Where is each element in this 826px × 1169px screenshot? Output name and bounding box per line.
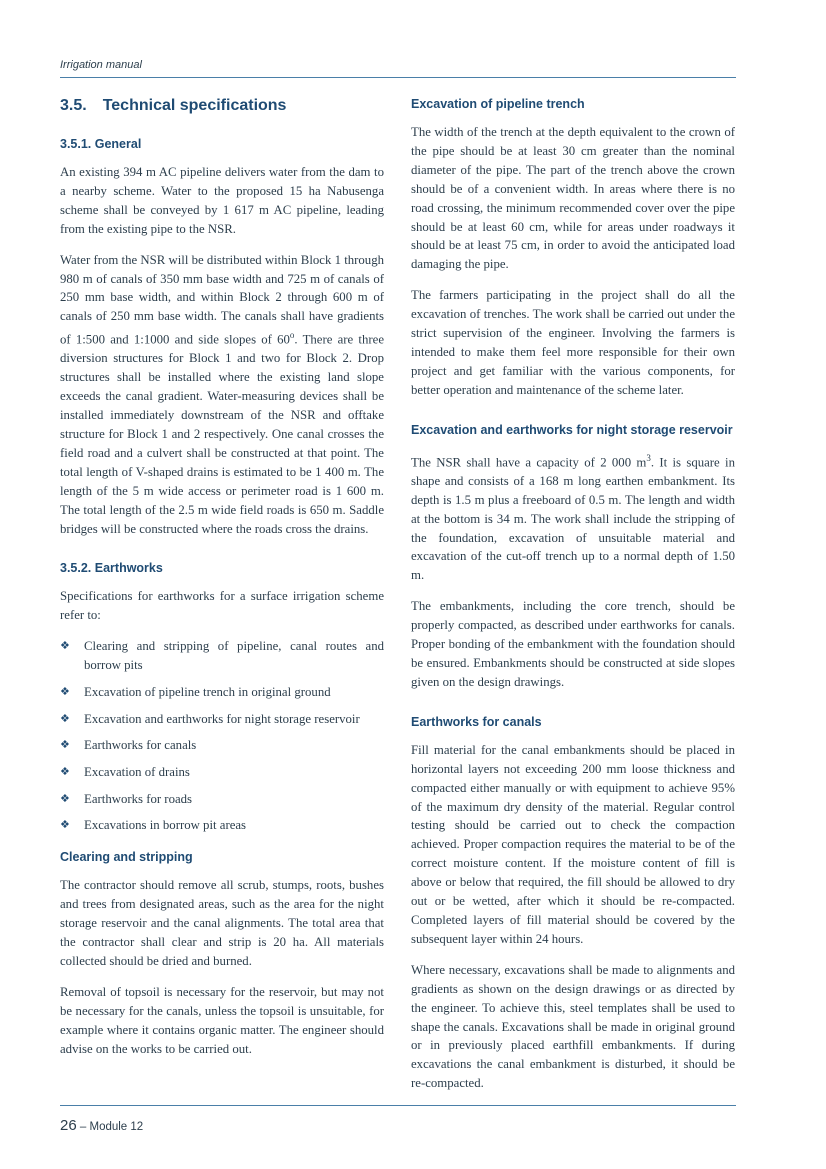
nsr-p1-text-b: . It is square in shape and consists of a 168 m long earthen embankment. Its depth is 1.5 m plus a freeboard of 0.5 m. The length and width at the bottom is 34 m. The work shall include the stripping of the foundation, excavation of unsuitable material and excavation of the cut-off trench up to a normal depth of 1.50 m. (411, 454, 735, 583)
general-p2-text-a: Water from the NSR will be distributed within Block 1 through 980 m of canals of 350 mm base width and 725 m of canals of 250 mm base width, and within Block 2 through 600 m of canals of 250 mm base width. The canals shall have gradients of 1:500 and 1:1000 and side slopes of 60 (60, 252, 384, 347)
general-heading: 3.5.1. General (60, 137, 142, 151)
canals-paragraph-2: Where necessary, excavations shall be made to alignments and gradients as shown on the design drawings or as directed by the engineer. To achieve this, steel templates shall be used to shape the canals. Excavations shall be made in original ground or in previously placed earthfill embankments. If during excavations the canal embankment is disturbed, it should be re-compacted. (411, 962, 735, 1091)
general-p2-text-b: . There are three diversion structures for Block 1 and two for Block 2. Drop structures shall be installed where the existing land slope exceeds the canal gradient. Water-measuring devices shall be installed immediately downstream of the NSR and offtake structure for Block 1 and 2 respectively. One canal crosses the field road and a culvert shall be constructed at that point. The total length of V-shaped drains is estimated to be 1 400 m. The length of the 5 m wide access or perimeter road is 1 600 m. The total length of the 2.5 m wide field roads is 650 m. Saddle bridges will be constructed where the roads cross the drains. (60, 332, 384, 536)
section-title: 3.5. Technical specifications (60, 97, 287, 114)
list-item: ❖ Excavation of pipeline trench in original ground (60, 683, 384, 702)
cubic-superscript: 3 (646, 452, 651, 463)
page-number: 26 (60, 1117, 77, 1134)
clearing-paragraph-2: Removal of topsoil is necessary for the reservoir, but may not be necessary for the canals, unless the topsoil is unsuitable, for example where it contains organic matter. The engineer should advise on the works to be carried out. (60, 984, 384, 1056)
degree-superscript: o (289, 330, 295, 341)
diamond-bullet-icon: ❖ (60, 738, 70, 752)
diamond-bullet-icon: ❖ (60, 818, 70, 832)
clearing-paragraph-1: The contractor should remove all scrub, stumps, roots, bushes and trees from designated areas, such as the area for the night storage reservoir and the canal alignments. The total area that the contractor shall clear and strip is 20 ha. All materials collected should be dried and burned. (60, 878, 384, 968)
earthworks-intro: Specifications for earthworks for a surface irrigation scheme refer to: (60, 589, 384, 623)
footer-rule (60, 1105, 736, 1106)
diamond-bullet-icon: ❖ (60, 765, 70, 779)
list-item: ❖ Excavation of drains (60, 763, 384, 782)
diamond-bullet-icon: ❖ (60, 711, 70, 725)
pipeline-heading: Excavation of pipeline trench (411, 97, 585, 111)
canals-paragraph-1: Fill material for the canal embankments should be placed in horizontal layers not exceeding 200 mm loose thickness and compacted either manually or with equipment to achieve 95% of the maximum dry density of the material. Regular control testing should be carried out to check the compaction achieved. Proper compaction requires the material to be of the correct moisture content. If the moisture content of fill is above or below that required, the fill should be allowed to dry out or be wetted, after which it should be re-compacted. Completed layers of fill material should be covered by the subsequent layer within 24 hours. (411, 742, 735, 946)
diamond-bullet-icon: ❖ (60, 791, 70, 805)
nsr-p1-text-a: The NSR shall have a capacity of 2 000 m (411, 454, 647, 469)
pipeline-paragraph-1: The width of the trench at the depth equivalent to the crown of the pipe should be at least 30 cm greater than the nominal diameter of the pipe. The part of the trench above the crown should be of a convenient width. In areas where there is no road crossing, the minimum recommended cover over the pipe should be at least 60 cm, while for areas under roadways it should be at least 75 cm, in order to avoid the anticipated load damaging the pipe. (411, 125, 735, 272)
clearing-heading: Clearing and stripping (60, 850, 193, 865)
list-item: ❖ Earthworks for canals (60, 736, 384, 755)
nsr-heading: Excavation and earthworks for night storage reservoir (411, 422, 733, 437)
pipeline-paragraph-2: The farmers participating in the project shall do all the excavation of trenches. The work shall be carried out under the strict supervision of the engineer. Involving the farmers is intended to make them feel more responsible for their own project and get familiar with the various components, for better operation and maintenance of the scheme later. (411, 288, 735, 397)
general-paragraph-2 (60, 251, 384, 539)
header-rule (60, 77, 736, 78)
nsr-paragraph-2: The embankments, including the core trench, should be properly compacted, as described under earthworks for canals. Proper bonding of the embankment with the foundation should be ensured. Embankments should be constructed at side slopes given on the design drawings. (411, 599, 735, 689)
general-paragraph-1: An existing 394 m AC pipeline delivers water from the dam to a nearby scheme. Water to the proposed 15 ha Nabusenga scheme shall be conveyed by 1 617 m AC pipeline, leading from the existing pipe to the NSR. (60, 165, 384, 236)
diamond-bullet-icon: ❖ (60, 639, 70, 653)
module-label: Module 12 (89, 1121, 144, 1133)
list-item: ❖ Excavations in borrow pit areas (60, 816, 384, 835)
footer-separator: – (76, 1121, 90, 1133)
running-head: Irrigation manual (60, 59, 142, 71)
list-item: ❖ Clearing and stripping of pipeline, canal routes and borrow pits (60, 639, 384, 673)
left-column (60, 96, 384, 1070)
list-item: ❖ Earthworks for roads (60, 790, 384, 809)
earthworks-list (60, 637, 384, 835)
canals-heading: Earthworks for canals (411, 714, 542, 729)
right-column (411, 96, 735, 1105)
diamond-bullet-icon: ❖ (60, 684, 70, 698)
nsr-paragraph-1 (411, 449, 735, 586)
list-item: ❖ Excavation and earthworks for night storage reservoir (60, 710, 384, 729)
footer (60, 1117, 143, 1135)
earthworks-heading: 3.5.2. Earthworks (60, 561, 163, 576)
